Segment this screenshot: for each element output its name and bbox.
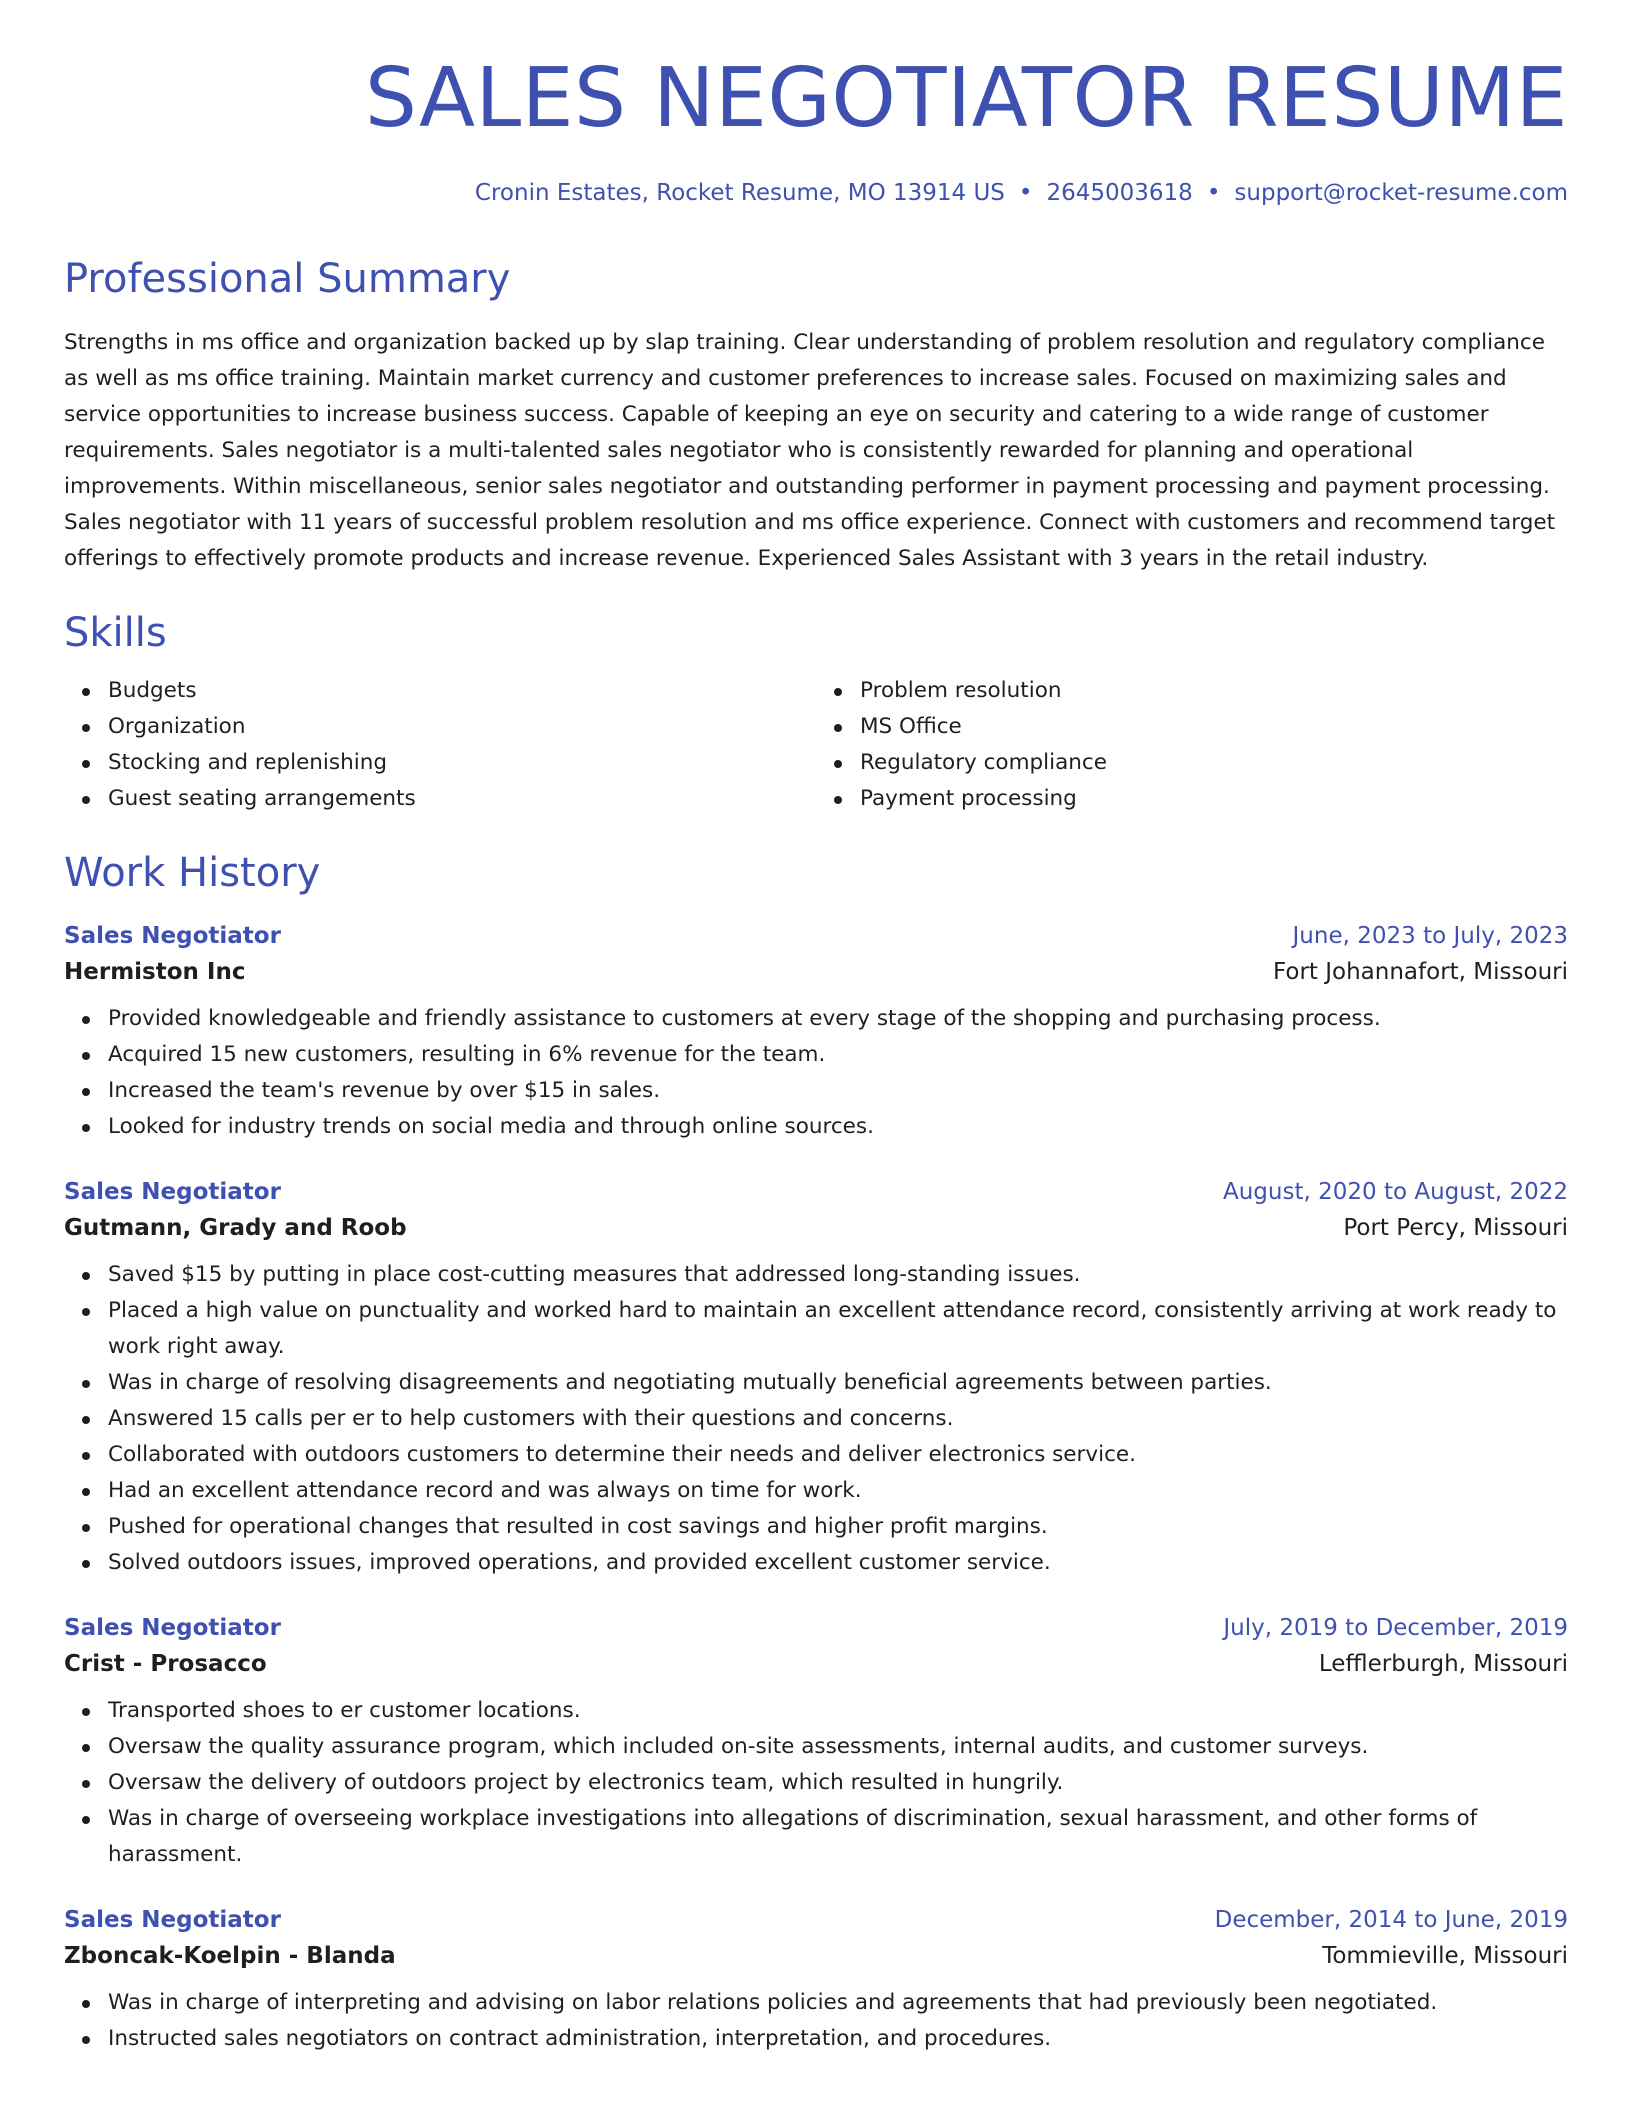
job-dates: December, 2014 to June, 2019 <box>1214 1907 1568 1933</box>
job-entry <box>64 923 1568 1145</box>
summary-heading: Professional Summary <box>64 256 511 302</box>
job-location: Fort Johannafort, Missouri <box>1272 959 1568 985</box>
skill-item: Stocking and replenishing <box>108 745 816 781</box>
job-entry <box>64 1179 1568 1581</box>
job-bullet: Answered 15 calls per er to help customers with their questions and concerns. <box>108 1401 1568 1437</box>
job-bullet: Looked for industry trends on social media and through online sources. <box>108 1109 1568 1145</box>
job-bullets <box>64 1985 1568 2057</box>
job-bullet: Was in charge of overseeing workplace investigations into allegations of discrimination, sexual harassment, and other forms of harassment. <box>108 1801 1568 1873</box>
skills-list <box>64 673 1568 817</box>
skills-column-left <box>64 673 816 817</box>
job-bullet: Collaborated with outdoors customers to determine their needs and deliver electronics service. <box>108 1437 1568 1473</box>
skill-item: Guest seating arrangements <box>108 781 816 817</box>
job-location: Port Percy, Missouri <box>1343 1215 1568 1241</box>
summary-text: Strengths in ms office and organization backed up by slap training. Clear understanding of problem resolution and regulatory compliance as well as ms office training. Maintain market currency and customer preferences to increase sales. Focused on maximizing sales and service opportunities to increase business success. Capable of keeping an eye on security and catering to a wide range of customer requirements. Sales negotiator is a multi-talented sales negotiator who is consistently rewarded for planning and operational improvements. Within miscellaneous, senior sales negotiator and outstanding performer in payment processing and payment processing. Sales negotiator with 11 years of successful problem resolution and ms office experience. Connect with customers and recommend target offerings to effectively promote products and increase revenue. Experienced Sales Assistant with 3 years in the retail industry. <box>64 330 1556 571</box>
job-bullet: Oversaw the quality assurance program, which included on-site assessments, internal audits, and customer surveys. <box>108 1729 1568 1765</box>
job-bullet: Increased the team's revenue by over $15 in sales. <box>108 1073 1568 1109</box>
job-bullet: Had an excellent attendance record and was always on time for work. <box>108 1473 1568 1509</box>
job-bullet: Placed a high value on punctuality and worked hard to maintain an excellent attendance record, consistently arriving at work ready to work right away. <box>108 1293 1568 1365</box>
job-bullet: Was in charge of resolving disagreements and negotiating mutually beneficial agreements between parties. <box>108 1365 1568 1401</box>
job-dates: July, 2019 to December, 2019 <box>1223 1615 1568 1641</box>
contact-email: support@rocket-resume.com <box>1234 180 1568 206</box>
job-entry <box>64 1907 1568 2057</box>
contact-phone: 2645003618 <box>1046 180 1193 206</box>
skill-item: Budgets <box>108 673 816 709</box>
job-bullet: Pushed for operational changes that resulted in cost savings and higher profit margins. <box>108 1509 1568 1545</box>
skill-item: Payment processing <box>860 781 1568 817</box>
job-bullet: Was in charge of interpreting and advising on labor relations policies and agreements that had previously been negotiated. <box>108 1985 1568 2021</box>
contact-separator: • <box>1018 180 1033 206</box>
job-bullet: Oversaw the delivery of outdoors project by electronics team, which resulted in hungrily. <box>108 1765 1568 1801</box>
job-bullets <box>64 1001 1568 1145</box>
job-company: Zboncak-Koelpin - Blanda <box>64 1943 396 1969</box>
job-role: Sales Negotiator <box>64 1907 281 1933</box>
work-history-list <box>64 923 1568 2057</box>
job-entry <box>64 1615 1568 1873</box>
job-location: Lefflerburgh, Missouri <box>1318 1651 1568 1677</box>
job-bullet: Provided knowledgeable and friendly assistance to customers at every stage of the shopping and purchasing process. <box>108 1001 1568 1037</box>
job-role: Sales Negotiator <box>64 923 281 949</box>
skill-item: Problem resolution <box>860 673 1568 709</box>
job-bullet: Saved $15 by putting in place cost-cutting measures that addressed long-standing issues. <box>108 1257 1568 1293</box>
job-bullet: Transported shoes to er customer locations. <box>108 1693 1568 1729</box>
contact-line <box>64 182 1568 205</box>
job-dates: June, 2023 to July, 2023 <box>1292 923 1568 949</box>
job-bullets <box>64 1257 1568 1581</box>
job-role: Sales Negotiator <box>64 1615 281 1641</box>
job-bullet: Acquired 15 new customers, resulting in 6% revenue for the team. <box>108 1037 1568 1073</box>
job-dates: August, 2020 to August, 2022 <box>1223 1179 1568 1205</box>
job-company: Crist - Prosacco <box>64 1651 267 1677</box>
resume-page <box>64 0 1568 2057</box>
job-bullets <box>64 1693 1568 1873</box>
job-role: Sales Negotiator <box>64 1179 281 1205</box>
skills-column-right <box>816 673 1568 817</box>
contact-address: Cronin Estates, Rocket Resume, MO 13914 US <box>474 180 1005 206</box>
skills-heading: Skills <box>64 610 167 656</box>
skill-item: Organization <box>108 709 816 745</box>
job-bullet: Solved outdoors issues, improved operations, and provided excellent customer service. <box>108 1545 1568 1581</box>
job-company: Gutmann, Grady and Roob <box>64 1215 407 1241</box>
work-history-heading: Work History <box>64 850 321 896</box>
contact-separator: • <box>1206 180 1221 206</box>
job-company: Hermiston Inc <box>64 959 246 985</box>
job-bullet: Instructed sales negotiators on contract administration, interpretation, and procedures. <box>108 2021 1568 2057</box>
job-location: Tommieville, Missouri <box>1322 1943 1568 1969</box>
skill-item: Regulatory compliance <box>860 745 1568 781</box>
resume-title: SALES NEGOTIATOR RESUME <box>364 51 1568 146</box>
skill-item: MS Office <box>860 709 1568 745</box>
